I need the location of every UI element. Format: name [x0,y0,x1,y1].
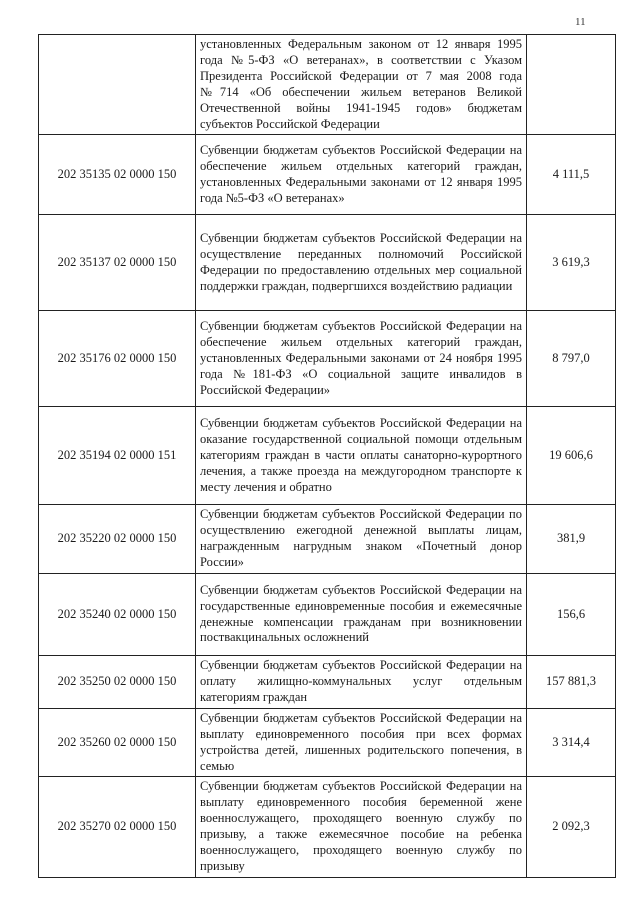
budget-code-cell: 202 35250 02 0000 150 [39,656,196,709]
table-row [39,311,616,407]
budget-code-cell: 202 35270 02 0000 150 [39,777,196,877]
amount-cell: 19 606,6 [527,407,616,505]
table-row [39,35,616,135]
table-row [39,656,616,709]
table-row [39,135,616,215]
description-cell: Субвенции бюджетам субъектов Российской Федерации на оплату жилищно-коммунальных услуг отдельным категориям граждан [196,656,527,709]
amount-cell: 8 797,0 [527,311,616,407]
table-row [39,215,616,311]
table-row [39,505,616,574]
amount-cell: 3 314,4 [527,708,616,777]
amount-cell: 3 619,3 [527,215,616,311]
description-cell: Субвенции бюджетам субъектов Российской Федерации на оказание государственной социальной помощи отдельным категориям граждан в части оплаты санаторно-курортного лечения, а также проезда на междугородном транспорте к месту лечения и обратно [196,407,527,505]
budget-code-cell: 202 35135 02 0000 150 [39,135,196,215]
description-cell: Субвенции бюджетам субъектов Российской Федерации на обеспечение жильем отдельных категорий граждан, установленных Федеральными законами от 12 января 1995 года №5-ФЗ «О ветеранах» [196,135,527,215]
amount-cell: 2 092,3 [527,777,616,877]
description-cell: Субвенции бюджетам субъектов Российской Федерации на осуществление переданных полномочий Российской Федерации по предоставлению отдельных мер социальной поддержки граждан, подвергшихся воздействию радиации [196,215,527,311]
amount-cell: 156,6 [527,574,616,656]
description-cell: Субвенции бюджетам субъектов Российской Федерации на обеспечение жильем отдельных категорий граждан, установленных Федеральными законами от 24 ноября 1995 года №181-ФЗ «О социальной защите инвалидов в Российской Федерации» [196,311,527,407]
page-number: 11 [575,16,586,28]
budget-code-cell: 202 35194 02 0000 151 [39,407,196,505]
budget-code-cell [39,35,196,135]
amount-cell: 381,9 [527,505,616,574]
table-row [39,574,616,656]
budget-code-cell: 202 35260 02 0000 150 [39,708,196,777]
table-row [39,777,616,877]
budget-code-cell: 202 35240 02 0000 150 [39,574,196,656]
description-cell: Субвенции бюджетам субъектов Российской Федерации на выплату единовременного пособия беременной жене военнослужащего, проходящего военную службу по призыву, а также ежемесячное пособие на ребенка военнослужащего, проходящего военную службу по призыву [196,777,527,877]
table-row [39,407,616,505]
budget-code-cell: 202 35220 02 0000 150 [39,505,196,574]
budget-table [38,34,616,878]
description-cell: Субвенции бюджетам субъектов Российской Федерации на государственные единовременные пособия и ежемесячные денежные компенсации гражданам при возникновении поствакцинальных осложнений [196,574,527,656]
description-cell: Субвенции бюджетам субъектов Российской Федерации на выплату единовременного пособия при всех формах устройства детей, лишенных родительского попечения, в семью [196,708,527,777]
description-cell: установленных Федеральным законом от 12 января 1995 года №5-ФЗ «О ветеранах», в соответствии с Указом Президента Российской Федерации от 7 мая 2008 года №714 «Об обеспечении жильем ветеранов Великой Отечественной войны 1941-1945 годов» бюджетам субъектов Российской Федерации [196,35,527,135]
table-row [39,708,616,777]
amount-cell [527,35,616,135]
amount-cell: 4 111,5 [527,135,616,215]
amount-cell: 157 881,3 [527,656,616,709]
description-cell: Субвенции бюджетам субъектов Российской Федерации по осуществлению ежегодной денежной выплаты лицам, награжденным нагрудным знаком «Почетный донор России» [196,505,527,574]
budget-code-cell: 202 35176 02 0000 150 [39,311,196,407]
budget-code-cell: 202 35137 02 0000 150 [39,215,196,311]
